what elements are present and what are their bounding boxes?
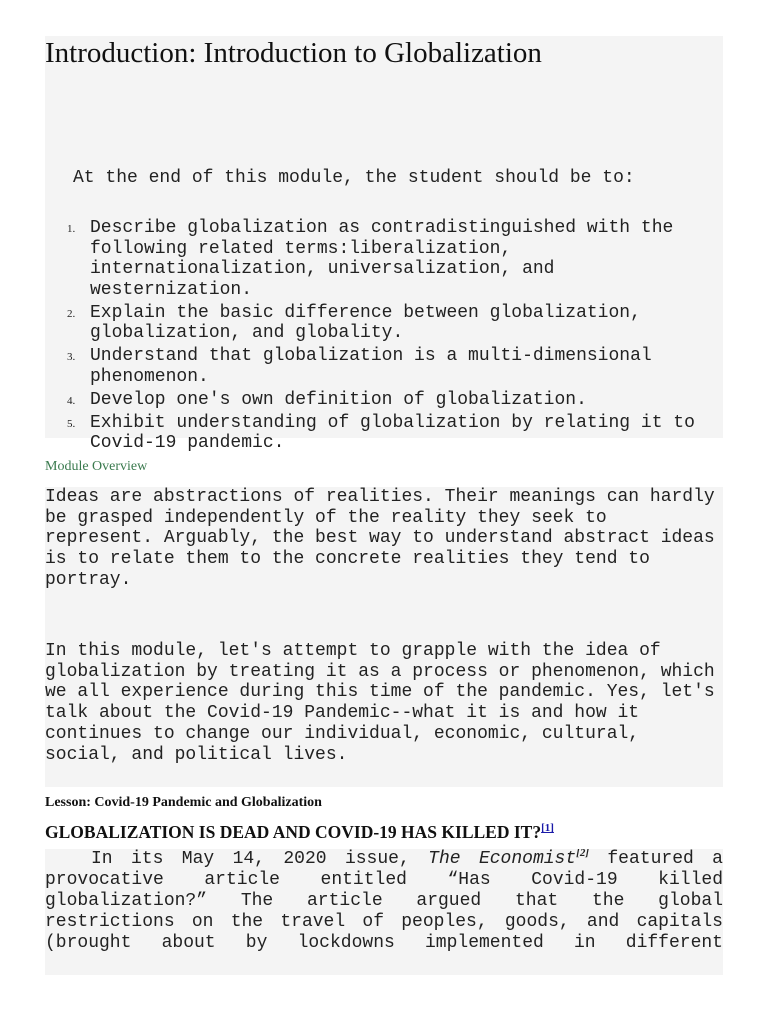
overview-paragraph-1: Ideas are abstractions of realities. Their meanings can hardly be grasped independently of the reality they seek to represent. Arguably, the best way to understand abstract ideas is to relate them to the concrete realities they tend to portray. <box>45 487 723 627</box>
overview-paragraph-2: In this module, let's attempt to grapple with the idea of globalization by treating it as a process or phenomenon, which we all experience during this time of the pandemic. Yes, let's talk about the Covid-19 Pandemic--what it is and how it continues to change our individual, economic, cultural, social, and political lives. <box>45 627 723 787</box>
list-item <box>67 390 721 411</box>
list-item <box>67 303 721 344</box>
list-number: 2. <box>67 307 76 320</box>
list-item <box>67 413 721 454</box>
objectives-block <box>45 36 723 453</box>
article-body-block <box>45 849 723 975</box>
footnote-ref-2: [2] <box>576 849 589 859</box>
list-number: 4. <box>67 394 76 407</box>
publication-name: The Economist <box>428 849 577 869</box>
list-number: 5. <box>67 417 76 430</box>
list-number: 1. <box>67 223 76 235</box>
article-heading <box>45 822 554 843</box>
list-item-text: Exhibit understanding of globalization by relating it to Covid-19 pandemic. <box>90 412 695 453</box>
module-overview-heading: Module Overview <box>45 459 148 474</box>
lesson-heading: Lesson: Covid-19 Pandemic and Globalization <box>45 795 322 810</box>
list-item-text: Understand that globalization is a multi-dimensional phenomenon. <box>90 346 652 387</box>
objectives-list <box>67 218 721 456</box>
list-item <box>67 218 721 300</box>
list-item <box>67 346 721 387</box>
page-title: Introduction: Introduction to Globalization <box>45 37 542 69</box>
article-text-b: featured a provocative article entitled “Has Covid-19 killed globalization?” The article argued that the global restrictions on the travel of peoples, goods, and capitals (brought about by lockdowns implemented in different <box>45 849 723 953</box>
article-heading-text: GLOBALIZATION IS DEAD AND COVID-19 HAS KILLED IT? <box>45 822 542 842</box>
list-item-text: Explain the basic difference between globalization, globalization, and globality. <box>90 302 641 343</box>
list-number: 3. <box>67 351 76 363</box>
article-text-a: In its May 14, 2020 issue, <box>91 849 429 869</box>
article-paragraph <box>45 849 723 954</box>
intro-text: At the end of this module, the student should be to: <box>73 168 635 188</box>
list-item-text: Develop one's own definition of globalization. <box>90 389 587 410</box>
list-item-text: Describe globalization as contradistinguished with the following related terms:liberalization, internationalization, universalization, and westernization. <box>90 218 674 300</box>
footnote-link-1[interactable]: [1] <box>541 822 554 835</box>
